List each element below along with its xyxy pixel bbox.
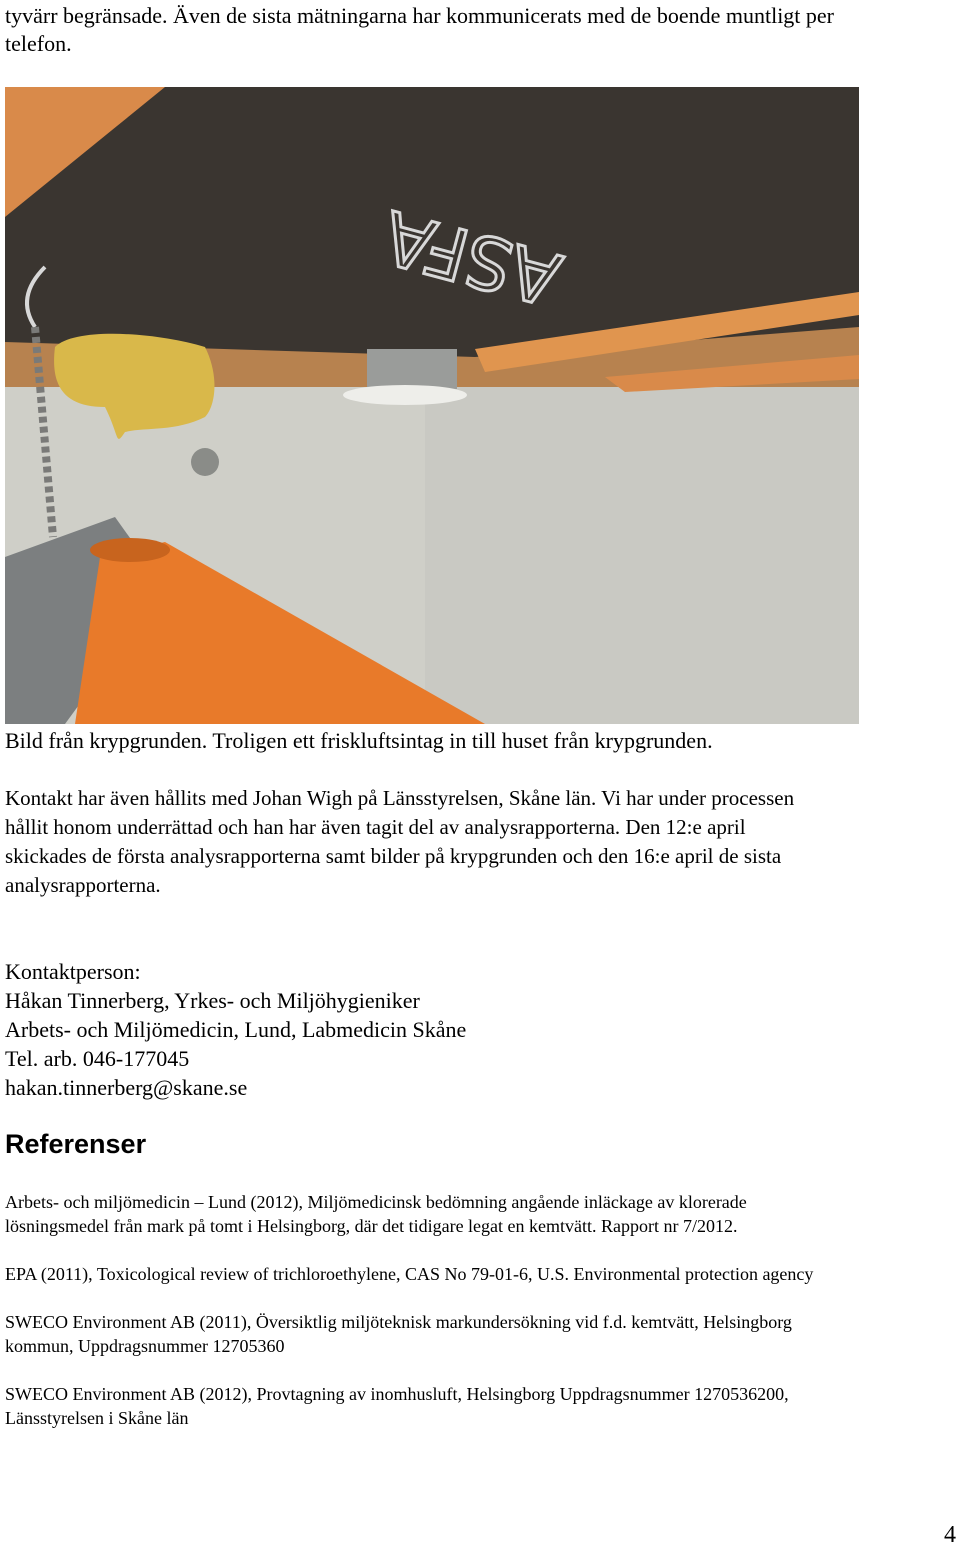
contact-name: Håkan Tinnerberg, Yrkes- och Miljöhygieniker [5,988,420,1013]
orange-pipe-end [90,538,170,562]
paragraph-line: skickades de första analysrapporterna samt bilder på krypgrunden och den 16:e april de sista [5,844,782,868]
contact-email[interactable]: hakan.tinnerberg@skane.se [5,1075,248,1100]
intro-text [5,2,834,58]
contact-org: Arbets- och Miljömedicin, Lund, Labmedicin Skåne [5,1017,467,1042]
intro-line: telefon. [5,31,72,56]
reference-line: SWECO Environment AB (2012), Provtagning av inomhusluft, Helsingborg Uppdragsnummer 1270536200, [5,1384,789,1404]
contact-label: Kontaktperson: [5,959,141,984]
wall-shadow [425,367,859,724]
reference-line: SWECO Environment AB (2011), Översiktlig miljöteknisk markundersökning vid f.d. kemtvätt, Helsingborg [5,1312,792,1332]
reference-line: lösningsmedel från mark på tomt i Helsingborg, där det tidigare legat en kemtvätt. Rapport nr 7/2012. [5,1216,738,1236]
wall-fitting [191,448,219,476]
contact-phone: Tel. arb. 046-177045 [5,1046,190,1071]
paragraph-line: Kontakt har även hållits med Johan Wigh på Länsstyrelsen, Skåne län. Vi har under processen [5,786,795,810]
page-number: 4 [944,1522,956,1548]
paragraph-line: hållit honom underrättad och han har även tagit del av analysrapporterna. Den 12:e april [5,815,746,839]
intro-line: tyvärr begränsade. Även de sista mätningarna har kommunicerats med de boende muntligt per [5,3,835,28]
reference-item [5,1190,960,1238]
reference-item [5,1310,960,1358]
crawlspace-photo-drawing [5,87,859,724]
paragraph-line: analysrapporterna. [5,873,161,897]
contact-paragraph [5,784,960,900]
reference-line: EPA (2011), Toxicological review of trichloroethylene, CAS No 79-01-6, U.S. Environmental protection agency [5,1264,814,1284]
references-heading: Referenser [5,1129,147,1159]
reference-item [5,1382,960,1430]
vent-plate [343,385,467,405]
crawlspace-photo [5,87,859,724]
chalk-text: ASFA [374,194,570,322]
references-list [5,1190,960,1454]
reference-item [5,1262,960,1286]
photo-caption: Bild från krypgrunden. Troligen ett friskluftsintag in till huset från krypgrunden. [5,728,713,753]
reference-line: Arbets- och miljömedicin – Lund (2012), Miljömedicinsk bedömning angående inläckage av klorerade [5,1192,747,1212]
contact-block [5,957,466,1102]
vent-duct [367,349,457,389]
reference-line: kommun, Uppdragsnummer 12705360 [5,1336,285,1356]
reference-line: Länsstyrelsen i Skåne län [5,1408,189,1428]
